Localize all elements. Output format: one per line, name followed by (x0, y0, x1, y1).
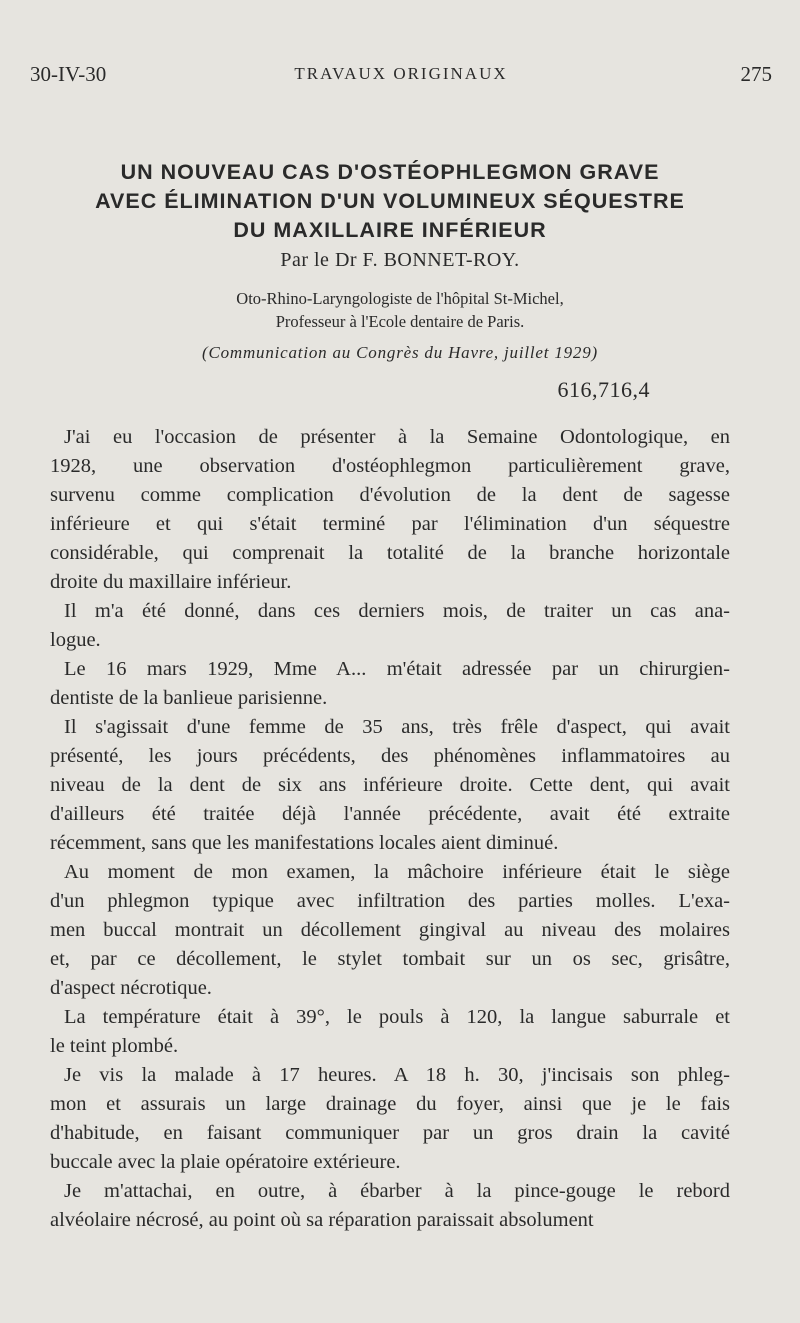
running-head (30, 62, 772, 92)
body-paragraph (50, 1177, 730, 1235)
body-paragraph (50, 1061, 730, 1177)
affiliation-line: Professeur à l'Ecole dentaire de Paris. (275, 312, 525, 331)
text-line: Je vis la malade à 17 heures. A 18 h. 30, j'incisais son phleg- (64, 1064, 730, 1086)
body-paragraph (50, 597, 730, 655)
article-title (40, 158, 740, 245)
text-line: inférieure et qui s'était terminé par l'élimination d'un séquestre (50, 513, 730, 535)
text-line: d'habitude, en faisant communiquer par un gros drain la cavité (50, 1122, 730, 1144)
text-line: d'ailleurs été traitée déjà l'année précédente, avait été extraite (50, 803, 730, 825)
text-line: présenté, les jours précédents, des phénomènes inflammatoires au (50, 745, 730, 767)
body-paragraph (50, 655, 730, 713)
section-title: TRAVAUX ORIGINAUX (294, 64, 508, 83)
page-number: 275 (740, 62, 772, 86)
author-affiliation (0, 287, 800, 333)
text-line: droite du maxillaire inférieur. (50, 571, 292, 593)
text-line: d'aspect nécrotique. (50, 977, 212, 999)
title-line: DU MAXILLAIRE INFÉRIEUR (233, 218, 547, 242)
body-paragraph (50, 858, 730, 1003)
text-line: 1928, une observation d'ostéophlegmon particulièrement grave, (50, 455, 730, 477)
text-line: Il m'a été donné, dans ces derniers mois, de traiter un cas ana- (64, 600, 730, 622)
communication-note: (Communication au Congrès du Havre, juillet 1929) (201, 343, 598, 362)
title-line: AVEC ÉLIMINATION D'UN VOLUMINEUX SÉQUESTRE (95, 189, 685, 213)
body-paragraph (50, 1003, 730, 1061)
text-line: buccale avec la plaie opératoire extérieure. (50, 1151, 401, 1173)
author-line: Par le Dr F. BONNET-ROY. (280, 249, 520, 271)
text-line: La température était à 39°, le pouls à 120, la langue saburrale et (64, 1006, 730, 1028)
text-line: logue. (50, 629, 101, 651)
text-line: niveau de la dent de six ans inférieure droite. Cette dent, qui avait (50, 774, 730, 796)
text-line: et, par ce décollement, le stylet tombait sur un os sec, grisâtre, (50, 948, 730, 970)
text-line: survenu comme complication d'évolution de la dent de sagesse (50, 484, 730, 506)
text-line: Au moment de mon examen, la mâchoire inférieure était le siège (64, 861, 730, 883)
affiliation-line: Oto-Rhino-Laryngologiste de l'hôpital St-Michel, (236, 289, 564, 308)
text-line: Je m'attachai, en outre, à ébarber à la pince-gouge le rebord (64, 1180, 730, 1202)
text-line: considérable, qui comprenait la totalité de la branche horizontale (50, 542, 730, 564)
text-line: Le 16 mars 1929, Mme A... m'était adressée par un chirurgien- (64, 658, 730, 680)
text-line: d'un phlegmon typique avec infiltration des parties molles. L'exa- (50, 890, 730, 912)
title-line: UN NOUVEAU CAS D'OSTÉOPHLEGMON GRAVE (120, 160, 660, 184)
article-body (50, 423, 730, 1235)
classification-number: 616,716,4 (557, 377, 650, 402)
text-line: J'ai eu l'occasion de présenter à la Semaine Odontologique, en (64, 426, 730, 448)
text-line: mon et assurais un large drainage du foyer, ainsi que je le fais (50, 1093, 730, 1115)
text-line: Il s'agissait d'une femme de 35 ans, très frêle d'aspect, qui avait (64, 716, 730, 738)
body-paragraph (50, 423, 730, 597)
text-line: dentiste de la banlieue parisienne. (50, 687, 328, 709)
text-line: récemment, sans que les manifestations locales aient diminué. (50, 832, 559, 854)
body-paragraph (50, 713, 730, 858)
text-line: alvéolaire nécrosé, au point où sa réparation paraissait absolument (50, 1209, 594, 1231)
text-line: men buccal montrait un décollement gingival au niveau des molaires (50, 919, 730, 941)
text-line: le teint plombé. (50, 1035, 179, 1057)
issue-date: 30-IV-30 (30, 62, 107, 86)
